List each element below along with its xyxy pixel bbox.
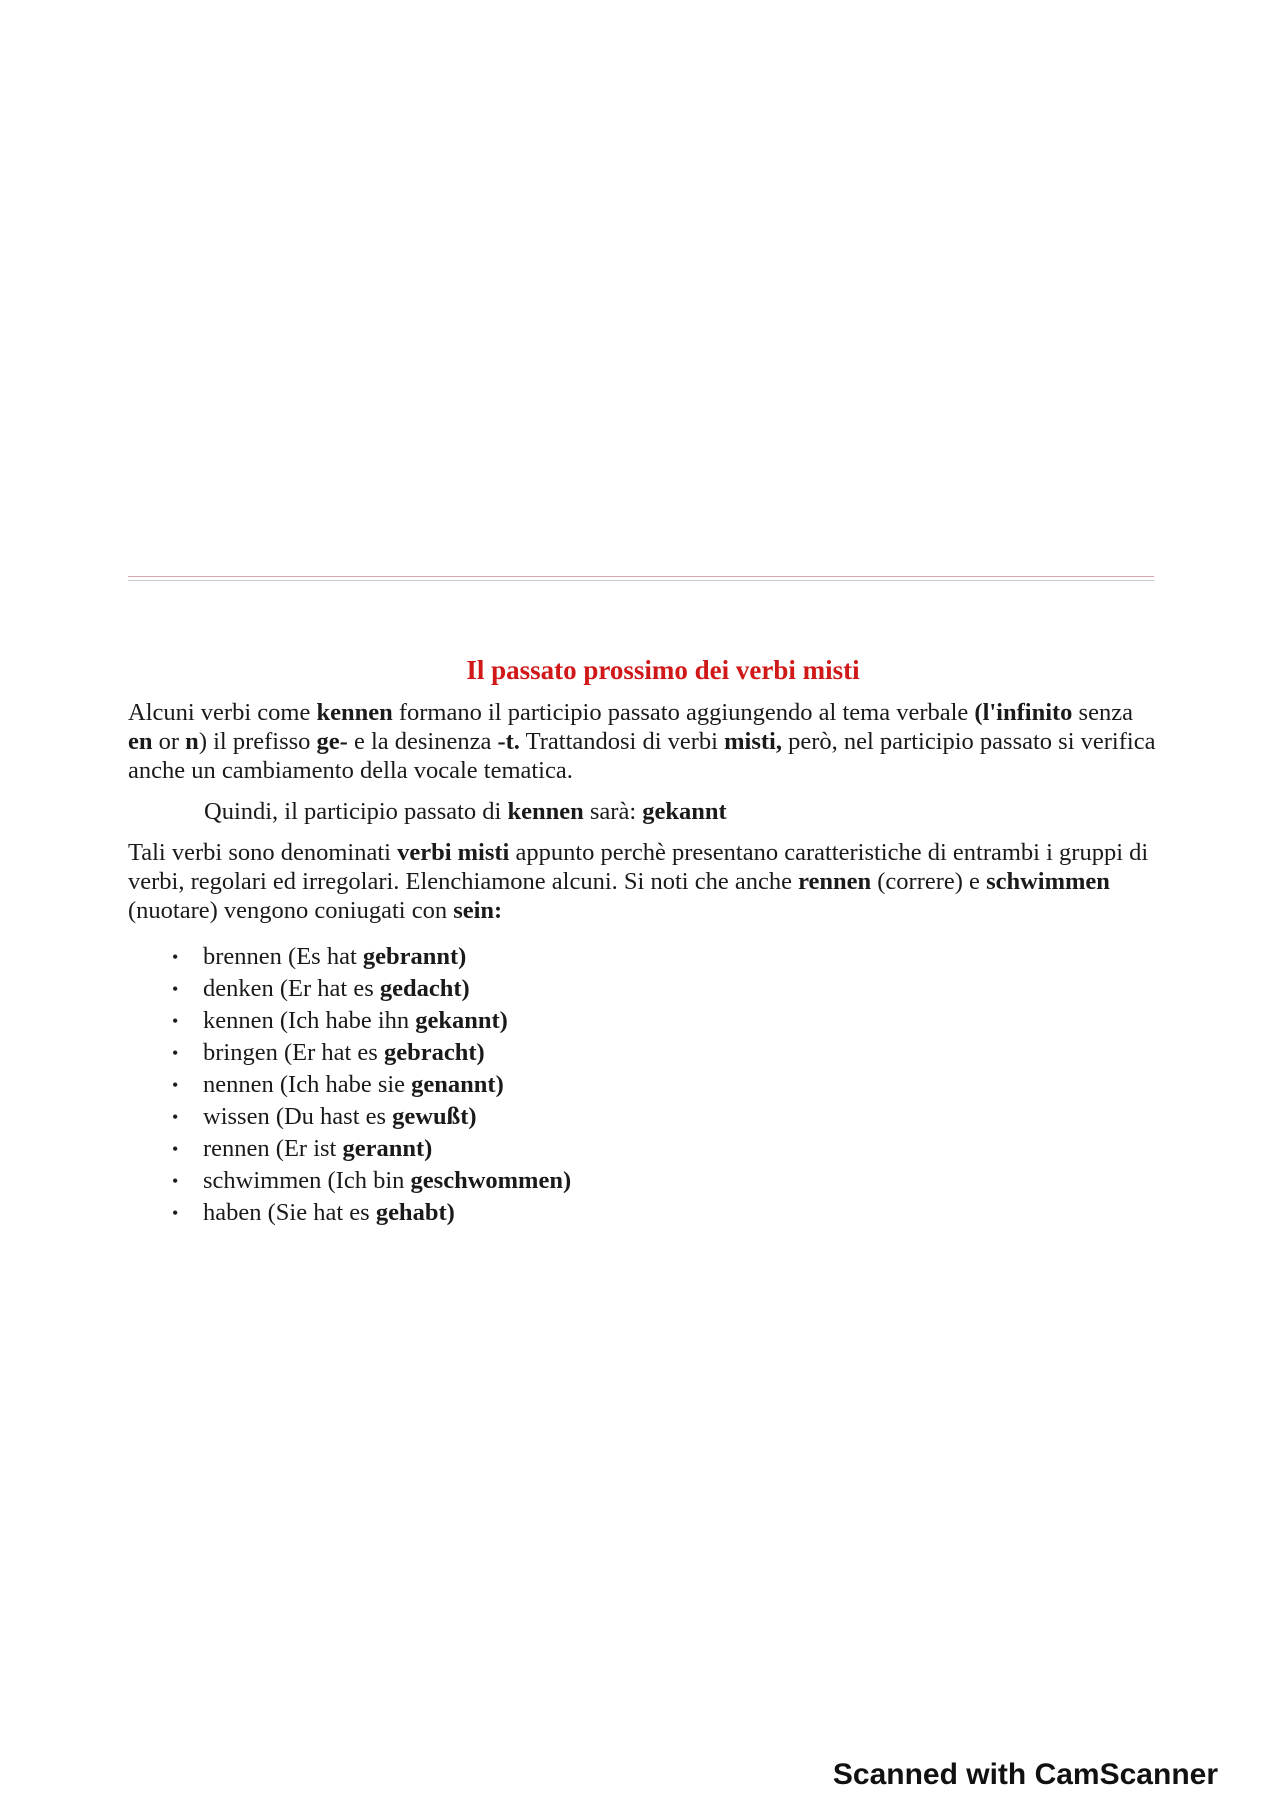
explanation-paragraph: Tali verbi sono denominati verbi misti appunto perchè presentano caratteristiche di entrambi i gruppi di verbi, regolari ed irregolari. Elenchiamone alcuni. Si noti che anche rennen (correre) e schwimmen (nuotare) vengono coniugati con sein: [128, 839, 1149, 924]
list-item: • brennen (Es hat gebrannt) [172, 941, 1158, 973]
document-content [128, 652, 1158, 1229]
bullet-icon: • [172, 1107, 179, 1127]
bullet-icon: • [172, 1139, 179, 1159]
bullet-icon: • [172, 1043, 179, 1063]
list-item: • haben (Sie hat es gehabt) [172, 1197, 1158, 1229]
horizontal-rule [128, 576, 1154, 581]
bullet-icon: • [172, 1203, 179, 1223]
bullet-icon: • [172, 1171, 179, 1191]
intro-paragraph: Alcuni verbi come kennen formano il participio passato aggiungendo al tema verbale (l'infinito senza en or n) il prefisso ge- e la desinenza -t. Trattandosi di verbi misti, però, nel participio passato si verifica anche un cambiamento della vocale tematica. [128, 699, 1156, 784]
list-item: • kennen (Ich habe ihn gekannt) [172, 1005, 1158, 1037]
bullet-icon: • [172, 979, 179, 999]
list-item: • denken (Er hat es gedacht) [172, 973, 1158, 1005]
list-item: • bringen (Er hat es gebracht) [172, 1037, 1158, 1069]
list-item: • schwimmen (Ich bin geschwommen) [172, 1165, 1158, 1197]
list-item: • wissen (Du hast es gewußt) [172, 1101, 1158, 1133]
list-item: • rennen (Er ist gerannt) [172, 1133, 1158, 1165]
example-paragraph: Quindi, il participio passato di kennen sarà: gekannt [204, 798, 727, 825]
bullet-icon: • [172, 1011, 179, 1031]
bullet-icon: • [172, 1075, 179, 1095]
verb-list [128, 941, 1158, 1229]
bullet-icon: • [172, 947, 179, 967]
document-title: Il passato prossimo dei verbi misti [466, 655, 860, 685]
list-item: • nennen (Ich habe sie genannt) [172, 1069, 1158, 1101]
scanner-watermark: Scanned with CamScanner [832, 1758, 1218, 1791]
